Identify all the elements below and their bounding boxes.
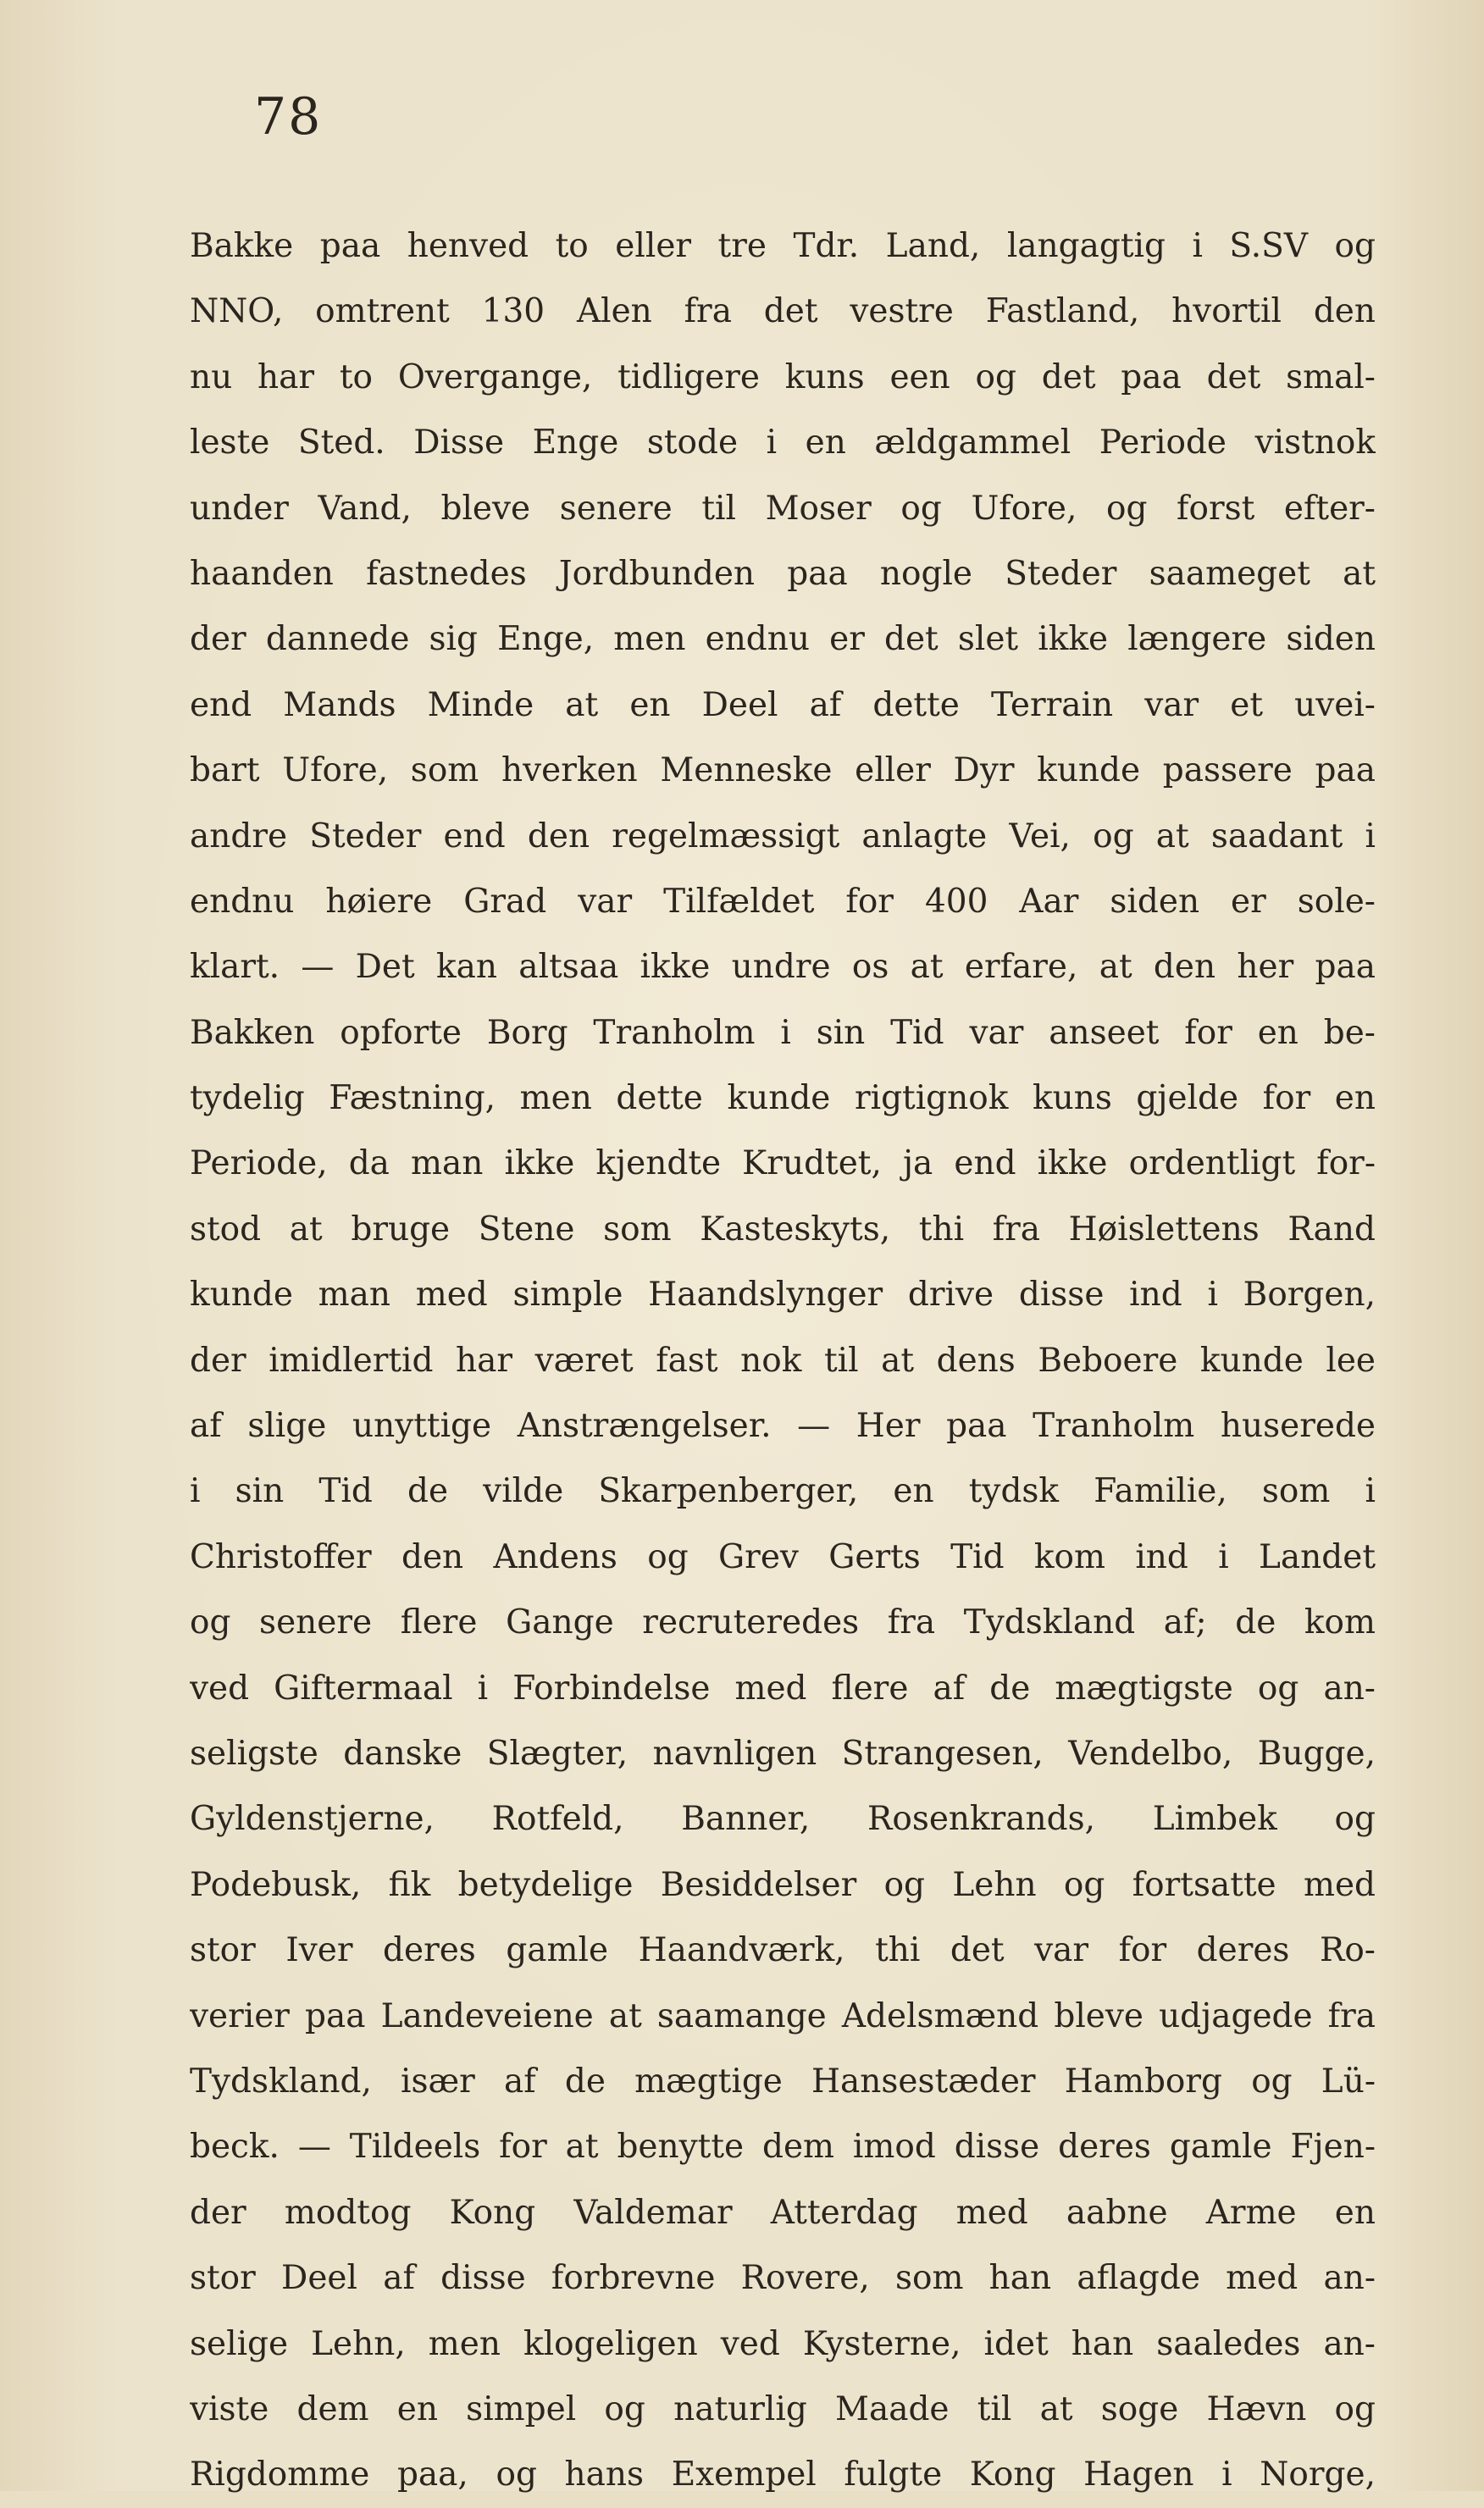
text-line: og senere flere Gange recruteredes fra Tydskland af; de kom bbox=[190, 1603, 1376, 1642]
text-line: stor Deel af disse forbrevne Rovere, som han aflagde med an- bbox=[190, 2259, 1376, 2298]
text-line: beck. — Tildeels for at benytte dem imod disse deres gamle Fjen- bbox=[190, 2128, 1376, 2167]
text-line: i sin Tid de vilde Skarpenberger, en tydsk Familie, som i bbox=[190, 1472, 1376, 1511]
text-line: verier paa Landeveiene at saamange Adelsmænd bleve udjagede fra bbox=[190, 1996, 1376, 2035]
text-line: NNO, omtrent 130 Alen fra det vestre Fastland, hvortil den bbox=[190, 292, 1376, 331]
text-line: endnu høiere Grad var Tilfældet for 400 Aar siden er sole- bbox=[190, 882, 1376, 921]
text-line: Rigdomme paa, og hans Exempel fulgte Kong Hagen i Norge, bbox=[190, 2455, 1376, 2494]
text-line: Bakken opforte Borg Tranholm i sin Tid var anseet for en be- bbox=[190, 1013, 1376, 1052]
text-line: viste dem en simpel og naturlig Maade til at soge Hævn og bbox=[190, 2389, 1376, 2428]
text-line: Gyldenstjerne, Rotfeld, Banner, Rosenkrands, Limbek og bbox=[190, 1800, 1376, 1839]
text-line: Tydskland, især af de mægtige Hansestæder Hamborg og Lü- bbox=[190, 2062, 1376, 2101]
text-line: Periode, da man ikke kjendte Krudtet, ja end ikke ordentligt for- bbox=[190, 1144, 1376, 1183]
text-line: Bakke paa henved to eller tre Tdr. Land, langagtig i S.SV og bbox=[190, 227, 1376, 265]
text-line: klart. — Det kan altsaa ikke undre os at erfare, at den her paa bbox=[190, 948, 1376, 987]
text-line: tydelig Fæstning, men dette kunde rigtignok kuns gjelde for en bbox=[190, 1079, 1376, 1118]
text-line: stod at bruge Stene som Kasteskyts, thi fra Høislettens Rand bbox=[190, 1210, 1376, 1248]
text-line: bart Ufore, som hverken Menneske eller Dyr kunde passere paa bbox=[190, 751, 1376, 790]
text-line: ved Giftermaal i Forbindelse med flere af de mægtigste og an- bbox=[190, 1669, 1376, 1708]
text-line: der dannede sig Enge, men endnu er det slet ikke længere siden bbox=[190, 620, 1376, 659]
text-line: af slige unyttige Anstrængelser. — Her paa Tranholm huserede bbox=[190, 1407, 1376, 1446]
text-line: leste Sted. Disse Enge stode i en ældgammel Periode vistnok bbox=[190, 424, 1376, 462]
text-line: stor Iver deres gamle Haandværk, thi det var for deres Ro- bbox=[190, 1931, 1376, 1970]
text-line: seligste danske Slægter, navnligen Strangesen, Vendelbo, Bugge, bbox=[190, 1734, 1376, 1773]
text-line: kunde man med simple Haandslynger drive disse ind i Borgen, bbox=[190, 1276, 1376, 1315]
text-line: andre Steder end den regelmæssigt anlagte Vei, og at saadant i bbox=[190, 817, 1376, 855]
body-text bbox=[190, 213, 1376, 2508]
text-line: under Vand, bleve senere til Moser og Ufore, og forst efter- bbox=[190, 489, 1376, 528]
text-line: end Mands Minde at en Deel af dette Terrain var et uvei- bbox=[190, 685, 1376, 724]
text-line: Christoffer den Andens og Grev Gerts Tid kom ind i Landet bbox=[190, 1537, 1376, 1576]
page-number: 78 bbox=[254, 87, 323, 147]
text-line: der modtog Kong Valdemar Atterdag med aabne Arme en bbox=[190, 2193, 1376, 2232]
text-line: der imidlertid har været fast nok til at dens Beboere kunde lee bbox=[190, 1341, 1376, 1380]
text-line: haanden fastnedes Jordbunden paa nogle Steder saameget at bbox=[190, 554, 1376, 593]
text-line: Podebusk, fik betydelige Besiddelser og Lehn og fortsatte med bbox=[190, 1865, 1376, 1904]
text-line: nu har to Overgange, tidligere kuns een og det paa det smal- bbox=[190, 357, 1376, 396]
text-line: selige Lehn, men klogeligen ved Kysterne, idet han saaledes an- bbox=[190, 2324, 1376, 2363]
